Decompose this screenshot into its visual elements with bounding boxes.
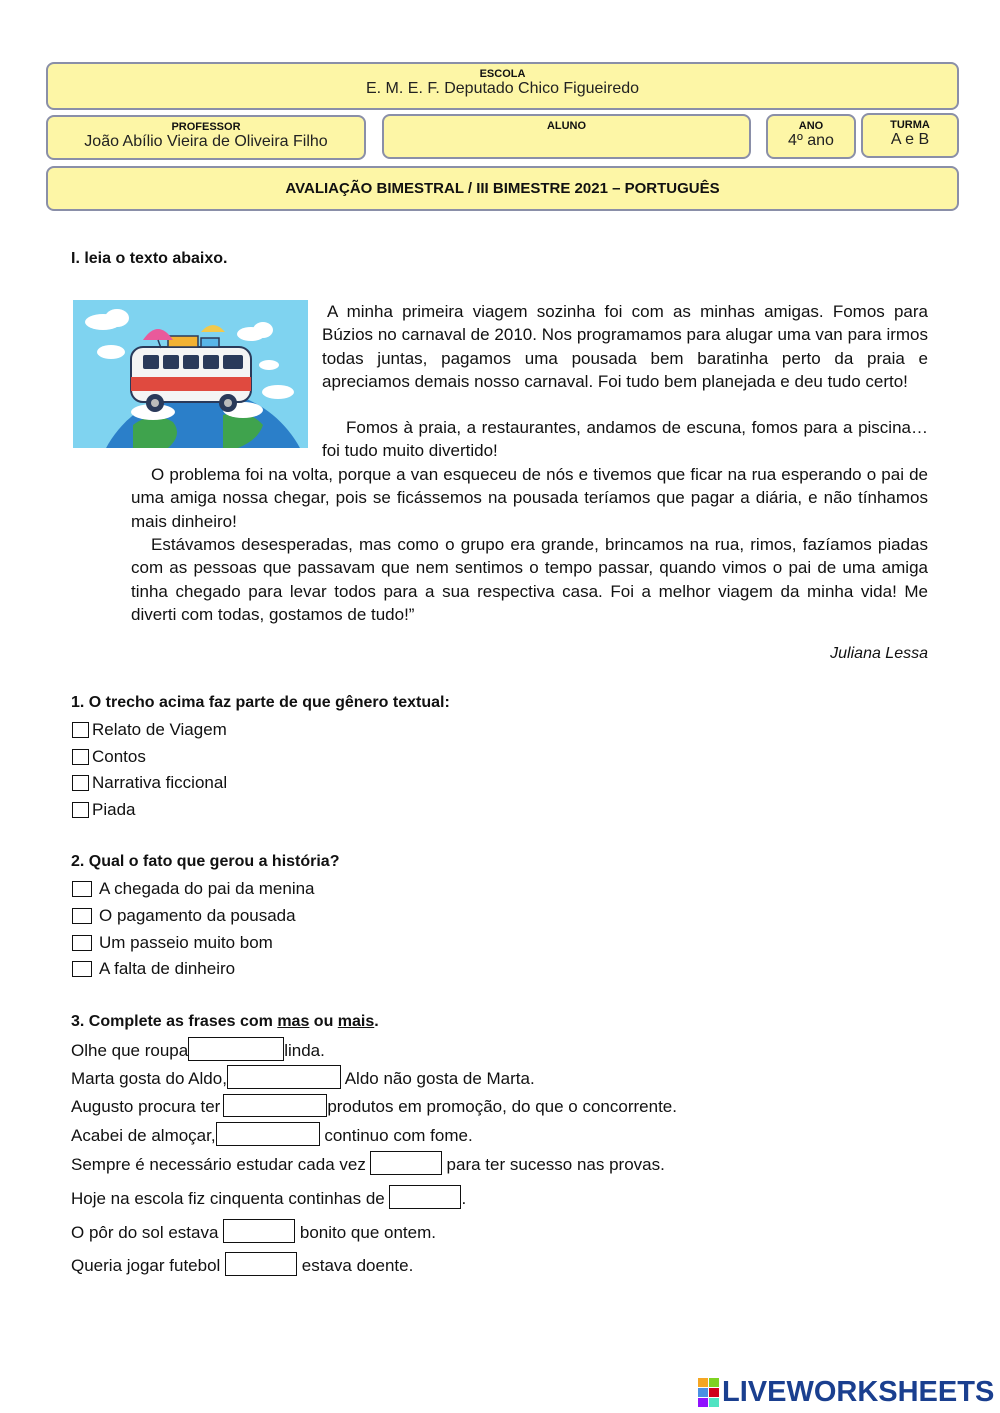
q1-option[interactable]: Relato de Viagem — [72, 720, 227, 740]
checkbox[interactable] — [72, 722, 89, 738]
answer-blank[interactable] — [188, 1037, 284, 1061]
story-paragraph-4: Estávamos desesperadas, mas como o grupo era grande, brincamos na rua, rimos, fazíamos piadas com as pessoas que passavam que nem sentimos o tempo passar, quando vimos o pai de uma amiga tinha chegado para levar todos para a sua respectiva casa. Foi a melhor viagem da minha vida! Me diverti com todas, gostamos de tudo!” — [131, 535, 928, 624]
checkbox[interactable] — [72, 749, 89, 765]
liveworksheets-brand: LIVEWORKSHEETS — [722, 1376, 995, 1408]
professor-box — [46, 115, 366, 160]
professor-name: João Abílio Vieira de Oliveira Filho — [84, 133, 328, 150]
year-value: 4º ano — [788, 132, 834, 149]
q2-option[interactable]: A chegada do pai da menina — [72, 879, 315, 899]
answer-blank[interactable] — [370, 1151, 442, 1175]
checkbox[interactable] — [72, 775, 89, 791]
story-paragraph-3: O problema foi na volta, porque a van esqueceu de nós e tivemos que ficar na rua esperando o pai de uma amiga nossa chegar, pois se ficássemos na pousada teríamos que pagar a diária, e não tínhamos mais dinheiro! — [131, 465, 928, 531]
answer-blank[interactable] — [389, 1185, 461, 1209]
answer-blank[interactable] — [216, 1122, 320, 1146]
checkbox[interactable] — [72, 881, 92, 897]
question-2-prompt: 2. Qual o fato que gerou a história? — [71, 853, 340, 870]
q2-option[interactable]: A falta de dinheiro — [72, 959, 235, 979]
sentence-row: O pôr do sol estava bonito que ontem. — [71, 1219, 436, 1243]
class-label: TURMA — [890, 119, 930, 131]
liveworksheets-logo-icon — [698, 1378, 720, 1408]
q2-option[interactable]: Um passeio muito bom — [72, 933, 273, 953]
checkbox[interactable] — [72, 908, 92, 924]
q1-option[interactable]: Piada — [72, 800, 135, 820]
class-box — [861, 113, 959, 158]
sentence-row: Augusto procura ter produtos em promoção, do que o concorrente. — [71, 1094, 677, 1117]
sentence-row: Marta gosta do Aldo, Aldo não gosta de Marta. — [71, 1065, 535, 1089]
sentence-row: Olhe que roupa linda. — [71, 1037, 325, 1061]
sentence-row: Hoje na escola fiz cinquenta continhas de . — [71, 1185, 466, 1209]
class-value: A e B — [890, 131, 930, 148]
sentence-row: Acabei de almoçar, continuo com fome. — [71, 1122, 473, 1146]
liveworksheets-logo[interactable] — [698, 1376, 994, 1409]
question-1-prompt: 1. O trecho acima faz parte de que gênero textual: — [71, 694, 450, 711]
checkbox[interactable] — [72, 935, 92, 951]
answer-blank[interactable] — [227, 1065, 341, 1089]
school-label: ESCOLA — [479, 68, 526, 80]
sentence-row: Sempre é necessário estudar cada vez para ter sucesso nas provas. — [71, 1151, 665, 1175]
checkbox[interactable] — [72, 802, 89, 818]
exam-title-box — [46, 166, 959, 211]
student-label: ALUNO — [546, 120, 587, 132]
story-author: Juliana Lessa — [830, 645, 928, 662]
q1-option[interactable]: Narrativa ficcional — [72, 773, 227, 793]
sentence-row: Queria jogar futebol estava doente. — [71, 1252, 413, 1276]
year-box — [766, 114, 856, 159]
exam-title: AVALIAÇÃO BIMESTRAL / III BIMESTRE 2021 – PORTUGUÊS — [285, 180, 720, 197]
year-label: ANO — [798, 120, 824, 132]
q2-option[interactable]: O pagamento da pousada — [72, 906, 296, 926]
checkbox[interactable] — [72, 961, 92, 977]
story-paragraph-2: Fomos à praia, a restaurantes, andamos de escuna, fomos para a piscina… foi tudo muito divertido! — [322, 418, 928, 461]
answer-blank[interactable] — [223, 1219, 295, 1243]
reading-instruction: I. leia o texto abaixo. — [71, 250, 228, 267]
answer-blank[interactable] — [225, 1252, 297, 1276]
q1-option[interactable]: Contos — [72, 747, 146, 767]
answer-blank[interactable] — [223, 1094, 327, 1117]
question-3-prompt: 3. Complete as frases com mas ou mais. — [71, 1013, 379, 1030]
story-paragraph-1: A minha primeira viagem sozinha foi com as minhas amigas. Fomos para Búzios no carnaval de 2010. Nos programamos para alugar uma van para irmos todas juntas, pagamos uma pousada bem baratinha perto da praia e apreciamos demais nosso carnaval. Foi tudo bem planejada e deu tudo certo! — [322, 302, 928, 391]
professor-label: PROFESSOR — [171, 121, 241, 133]
student-name-field[interactable] — [382, 114, 751, 159]
school-name: E. M. E. F. Deputado Chico Figueiredo — [365, 80, 640, 97]
van-globe-illustration — [73, 300, 308, 448]
school-box — [46, 62, 959, 110]
